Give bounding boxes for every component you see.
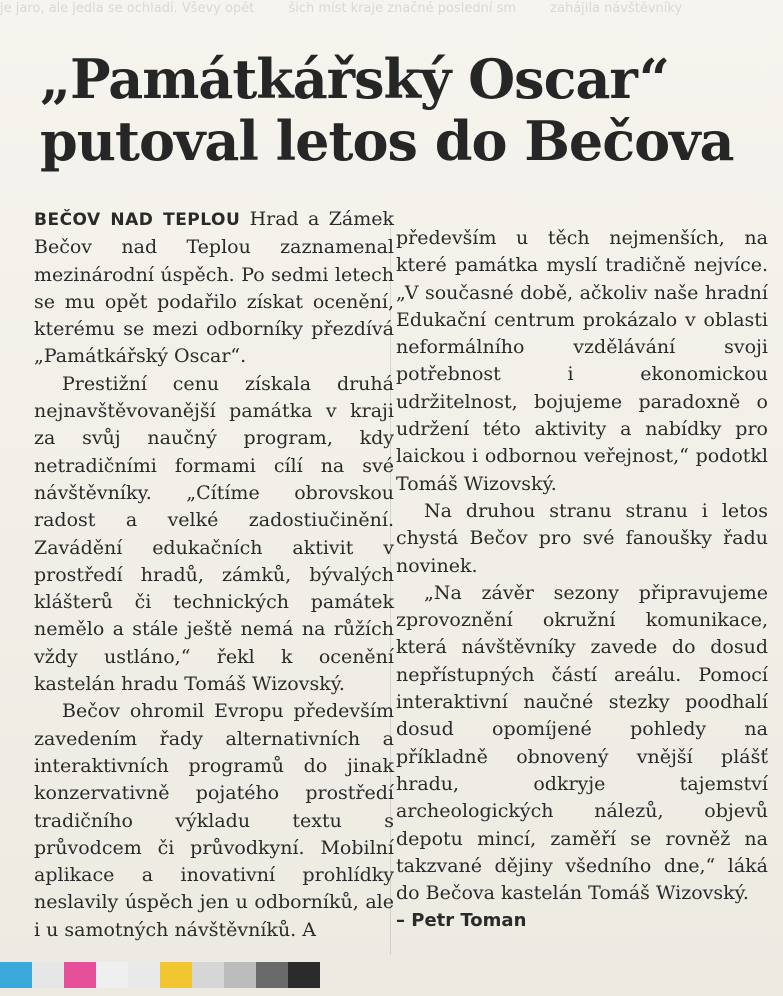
swatch bbox=[32, 962, 64, 988]
color-calibration-strip bbox=[0, 962, 320, 988]
ghost-text: šich míst kraje značné poslední sm bbox=[288, 1, 517, 16]
swatch bbox=[256, 962, 288, 988]
swatch bbox=[96, 962, 128, 988]
swatch bbox=[224, 962, 256, 988]
paragraph bbox=[34, 206, 394, 371]
article-headline bbox=[40, 48, 760, 172]
swatch bbox=[128, 962, 160, 988]
headline-line-2: putoval letos do Bečova bbox=[40, 109, 734, 173]
swatch bbox=[288, 962, 320, 988]
paragraph: především u těch nejmenších, na které památka myslí tradičně nejvíce. „V současné době, ačkoliv naše hradní Edukační centrum prokázalo v oblasti neformálního vzdělávání svoji potřebnost i ekonomickou udržitelnost, bojujeme paradoxně o udržení této aktivity a nabídky pro laickou i odbornou veřejnost,“ podotkl Tomáš Wizovský. bbox=[396, 227, 768, 495]
article-column-right bbox=[396, 225, 768, 935]
swatch bbox=[0, 962, 32, 988]
paragraph: Prestižní cenu získala druhá nejnavštěvovanější památka v kraji za svůj naučný program, kdy netradičními formami cílí na své návštěvníky. „Cítíme obrovskou radost a velké zadostiučinění. Zavádění edukačních aktivit v prostředí hradů, zámků, bývalých klášterů či technických památek nemělo a stále ještě nemá na růžích vždy ustláno,“ řekl k ocenění kastelán hradu Tomáš Wizovský. bbox=[34, 372, 394, 696]
ghost-text: je jaro, ale jedla se ochladí. Vševy opět bbox=[0, 1, 255, 16]
dateline: BEČOV NAD TEPLOU bbox=[34, 210, 241, 230]
author-byline: – Petr Toman bbox=[396, 910, 527, 932]
paragraph-text: Hrad a Zámek Bečov nad Teplou zaznamenal mezinárodní úspěch. Po sedmi letech se mu opět podařilo získat ocenění, kterému se mezi odborníky přezdívá „Památkářský Oscar“. bbox=[34, 208, 394, 368]
paragraph: Bečov ohromil Evropu především zavedením řady alternativních a interaktivních programů do jinak konzervativně pojatého prostředí tradičního výkladu textu s průvodcem či průvodkyní. Mobilní aplikace a inovativní prohlídky neslavily úspěch jen u odborníků, ale i u samotných návštěvníků. A bbox=[34, 700, 394, 941]
swatch bbox=[160, 962, 192, 988]
swatch bbox=[64, 962, 96, 988]
headline-line-1: „Památkářský Oscar“ bbox=[40, 47, 669, 111]
paragraph: Na druhou stranu stranu i letos chystá Bečov pro své fanoušky řadu novinek. bbox=[396, 499, 768, 577]
swatch bbox=[192, 962, 224, 988]
bleed-through-text bbox=[0, 0, 783, 38]
paragraph: „Na závěr sezony připravujeme zprovoznění okružní komunikace, která návštěvníky zavede do dosud nepřístupných částí areálu. Pomocí interaktivní naučné stezky poodhalí dosud opomíjené pohledy na příkladně obnovený vnější plášť hradu, odkryje tajemství archeologických nálezů, objevů depotu mincí, zaměří se rovněž na takzvané dějiny všedního dne,“ láká do Bečova kastelán Tomáš Wizovský. bbox=[396, 581, 768, 905]
ghost-text: zahájila návštěvníky bbox=[550, 1, 683, 16]
article-column-left bbox=[34, 206, 394, 944]
column-divider bbox=[390, 215, 391, 955]
